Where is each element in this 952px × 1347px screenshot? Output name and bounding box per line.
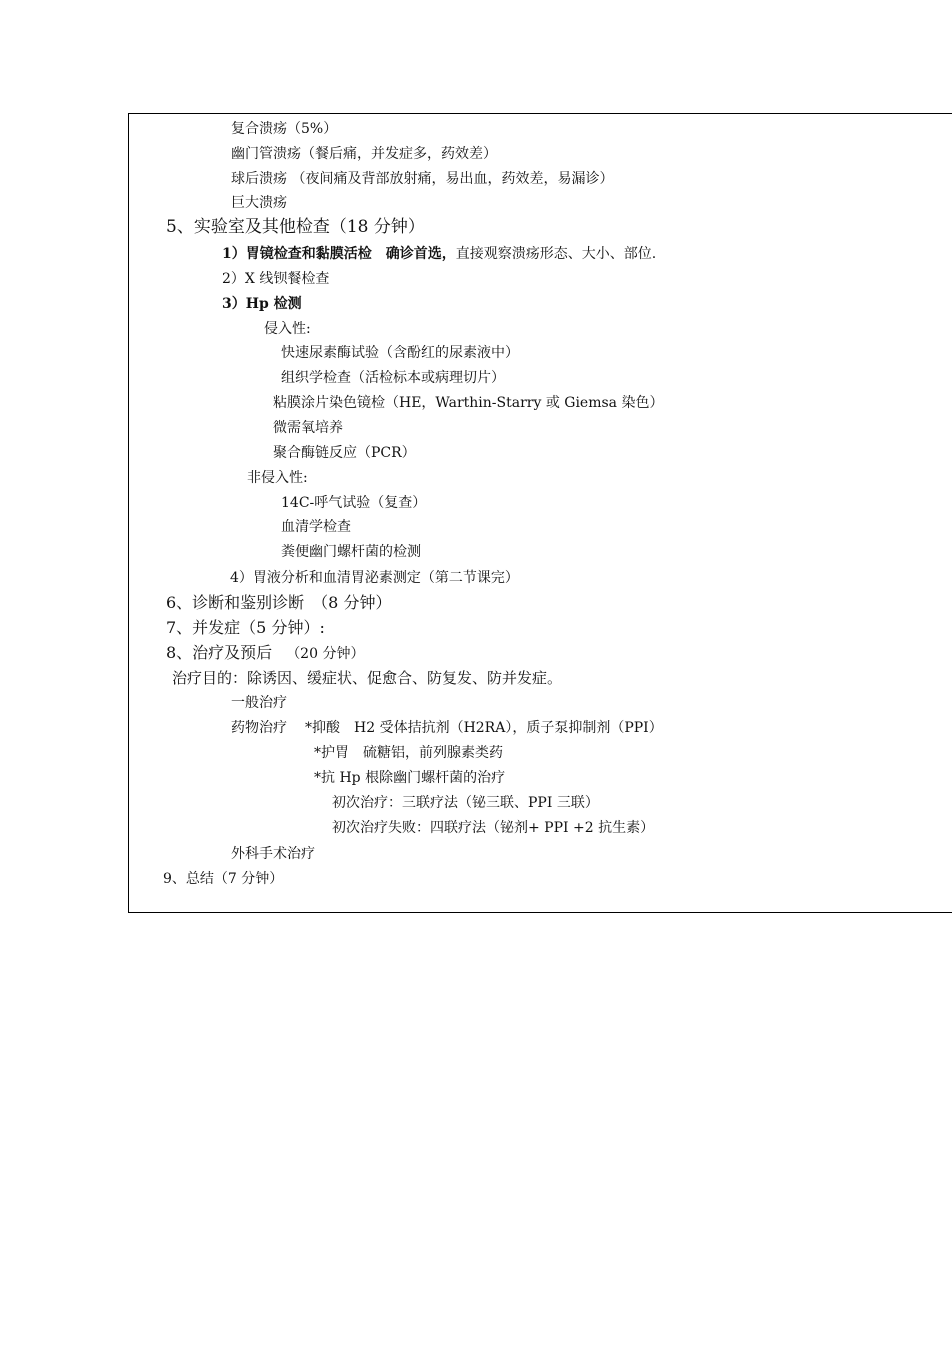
heading-diagnosis: 6、诊断和鉴别诊断 （8 分钟） <box>166 593 392 612</box>
line-general-treatment: 一般治疗 <box>231 695 287 711</box>
line-giant-ulcer: 巨大溃疡 <box>231 195 287 211</box>
line-culture: 微需氧培养 <box>273 420 343 436</box>
line-noninvasive: 非侵入性: <box>247 470 308 486</box>
line-drug-therapy <box>231 719 663 737</box>
line-first-line: 初次治疗：三联疗法（铋三联、PPI 三联） <box>332 795 599 811</box>
line-mucosal-protection: *护胃 硫糖铝，前列腺素类药 <box>314 745 503 761</box>
line-gastric-analysis: 4）胃液分析和血清胃泌素测定（第二节课完） <box>230 570 519 586</box>
line-anti-hp: *抗 Hp 根除幽门螺杆菌的治疗 <box>314 770 506 786</box>
line-compound-ulcer: 复合溃疡（5%） <box>231 121 338 137</box>
line-stool-test: 粪便幽门螺杆菌的检测 <box>281 544 421 560</box>
acid-suppression-text: *抑酸 H2 受体拮抗剂（H2RA），质子泵抑制剂（PPI） <box>305 720 663 736</box>
heading-complications: 7、并发症（5 分钟）: <box>166 618 325 637</box>
endoscopy-bold-text: 1）胃镜检查和黏膜活检 确诊首选， <box>222 246 456 262</box>
line-urease-test: 快速尿素酶试验（含酚红的尿素液中） <box>281 345 519 361</box>
endoscopy-rest-text: 直接观察溃疡形态、大小、部位. <box>455 246 657 262</box>
heading-treatment <box>166 643 364 663</box>
line-histology: 组织学检查（活检标本或病理切片） <box>281 370 505 386</box>
line-pcr: 聚合酶链反应（PCR） <box>273 445 416 461</box>
line-smear-stain: 粘膜涂片染色镜检（HE，Warthin-Starry 或 Giemsa 染色） <box>273 395 664 411</box>
line-second-line: 初次治疗失败：四联疗法（铋剂+ PPI +2 抗生素） <box>332 820 655 836</box>
heading-lab-exams: 5、实验室及其他检查（18 分钟） <box>166 217 425 237</box>
line-invasive: 侵入性: <box>264 321 311 337</box>
line-summary: 9、总结（7 分钟） <box>163 871 284 887</box>
line-treatment-goal: 治疗目的：除诱因、缓症状、促愈合、防复发、防并发症。 <box>172 669 563 687</box>
drug-therapy-label: 药物治疗 <box>231 720 287 736</box>
line-hp-test: 3）Hp 检测 <box>222 296 302 312</box>
line-postbulbar-ulcer: 球后溃疡 （夜间痛及背部放射痛，易出血，药效差，易漏诊） <box>231 171 614 187</box>
line-serology: 血清学检查 <box>281 519 351 535</box>
line-endoscopy <box>222 245 656 263</box>
line-surgery: 外科手术治疗 <box>231 846 315 862</box>
line-breath-test: 14C-呼气试验（复查） <box>281 495 427 511</box>
line-xray: 2）X 线钡餐检查 <box>222 271 330 287</box>
treatment-title: 8、治疗及预后 <box>166 643 273 662</box>
treatment-duration: （20 分钟） <box>286 646 365 662</box>
line-pyloric-ulcer: 幽门管溃疡（餐后痛，并发症多，药效差） <box>231 146 497 162</box>
